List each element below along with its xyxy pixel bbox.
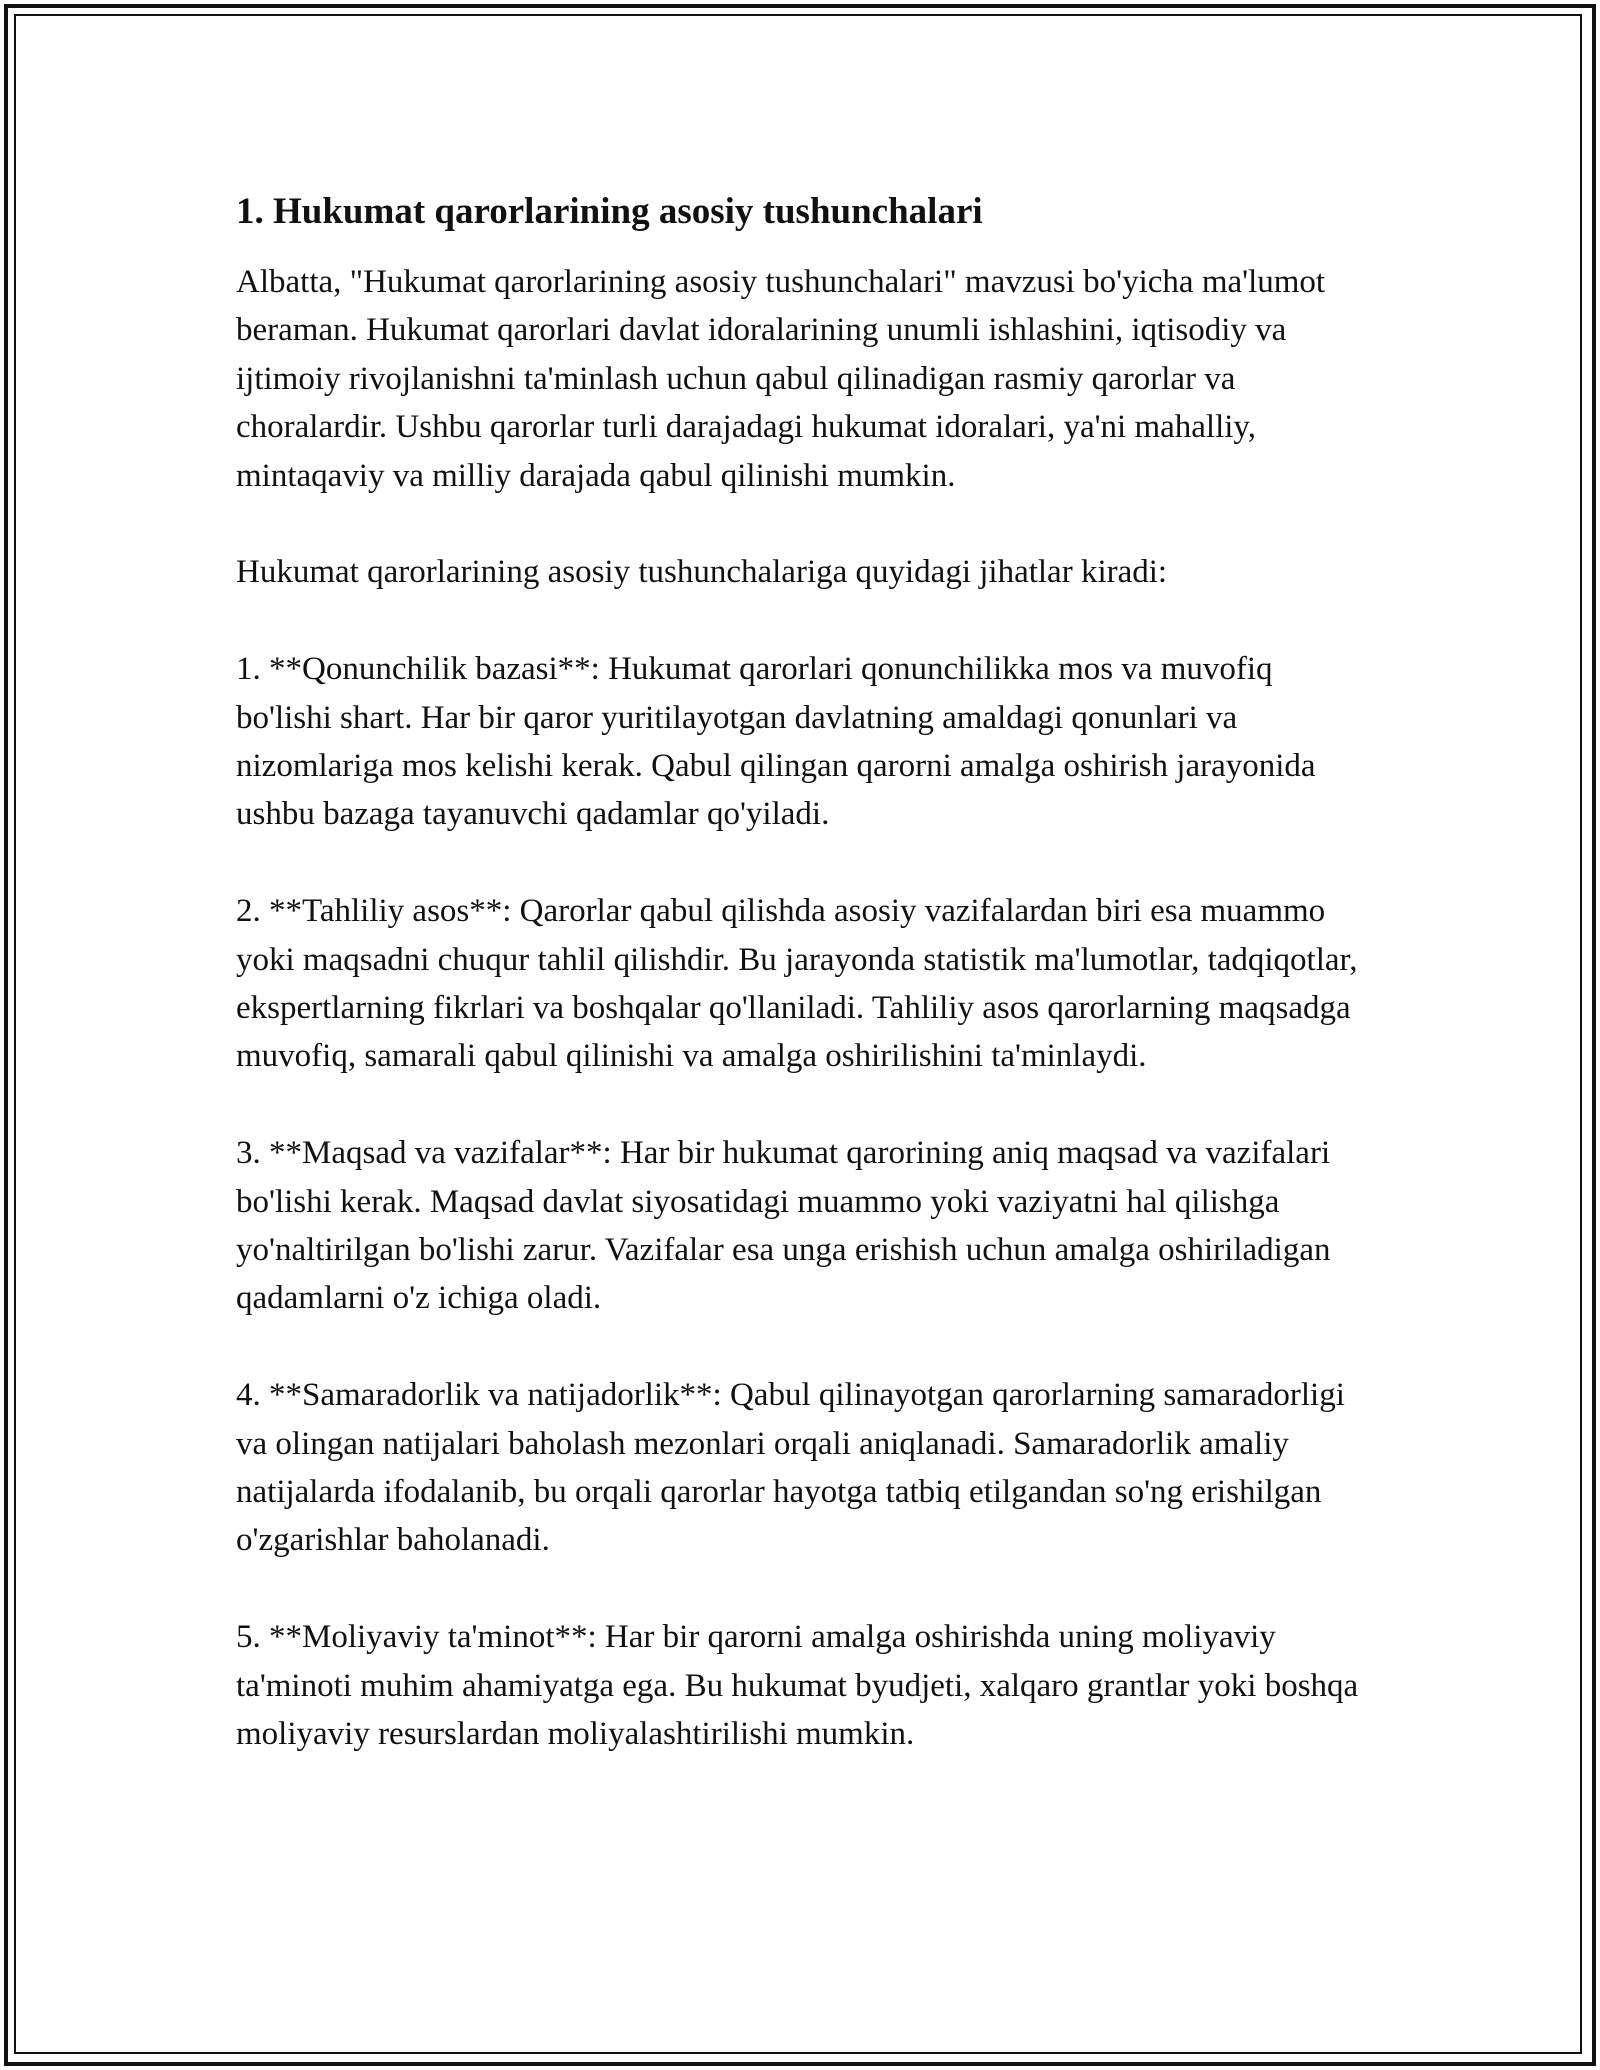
paragraph-item-3: 3. **Maqsad va vazifalar**: Har bir hukumat qarorining aniq maqsad va vazifalari bo'lishi kerak. Maqsad davlat siyosatidagi muammo yoki vaziyatni hal qilishga yo'naltirilgan bo'lishi zarur. Vazifalar esa unga erishish uchun amalga oshiriladigan qadamlarni o'z ichiga oladi.	[236, 1135, 1331, 1317]
paragraph-item-2: 2. **Tahliliy asos**: Qarorlar qabul qilishda asosiy vazifalardan biri esa muammo yoki maqsadni chuqur tahlil qilishdir. Bu jarayonda statistik ma'lumotlar, tadqiqotlar, ekspertlarning fikrlari va boshqalar qo'llaniladi. Tahliliy asos qarorlarning maqsadga muvofiq, samarali qabul qilinishi va amalga oshirilishini ta'minlaydi.	[236, 893, 1358, 1075]
paragraph-intro: Albatta, "Hukumat qarorlarining asosiy tushunchalari" mavzusi bo'yicha ma'lumot beraman. Hukumat qarorlari davlat idoralarining unumli ishlashini, iqtisodiy va ijtimoiy rivojlanishni ta'minlash uchun qabul qilinadigan rasmiy qarorlar va choralardir. Ushbu qarorlar turli darajadagi hukumat idoralari, ya'ni mahalliy, mintaqaviy va milliy darajada qabul qilinishi mumkin.	[236, 264, 1326, 494]
paragraph-item-4: 4. **Samaradorlik va natijadorlik**: Qabul qilinayotgan qarorlarning samaradorligi va olingan natijalari baholash mezonlari orqali aniqlanadi. Samaradorlik amaliy natijalarda ifodalanib, bu orqali qarorlar hayotga tatbiq etilgandan so'ng erishilgan o'zgarishlar baholanadi.	[236, 1377, 1345, 1559]
document-title: 1. Hukumat qarorlarining asosiy tushunchalari	[236, 191, 983, 232]
paragraph-item-1: 1. **Qonunchilik bazasi**: Hukumat qarorlari qonunchilikka mos va muvofiq bo'lishi shart. Har bir qaror yuritilayotgan davlatning amaldagi qonunlari va nizomlariga mos kelishi kerak. Qabul qilingan qarorni amalga oshirish jarayonida ushbu bazaga tayanuvchi qadamlar qo'yiladi.	[236, 651, 1316, 833]
paragraph-item-5: 5. **Moliyaviy ta'minot**: Har bir qarorni amalga oshirishda uning moliyaviy ta'minoti muhim ahamiyatga ega. Bu hukumat byudjeti, xalqaro grantlar yoki boshqa moliyaviy resurslardan moliyalashtirilishi mumkin.	[236, 1619, 1359, 1753]
paragraph-lead-in: Hukumat qarorlarining asosiy tushunchalariga quyidagi jihatlar kiradi:	[236, 554, 1168, 591]
document-body	[236, 188, 1376, 1759]
